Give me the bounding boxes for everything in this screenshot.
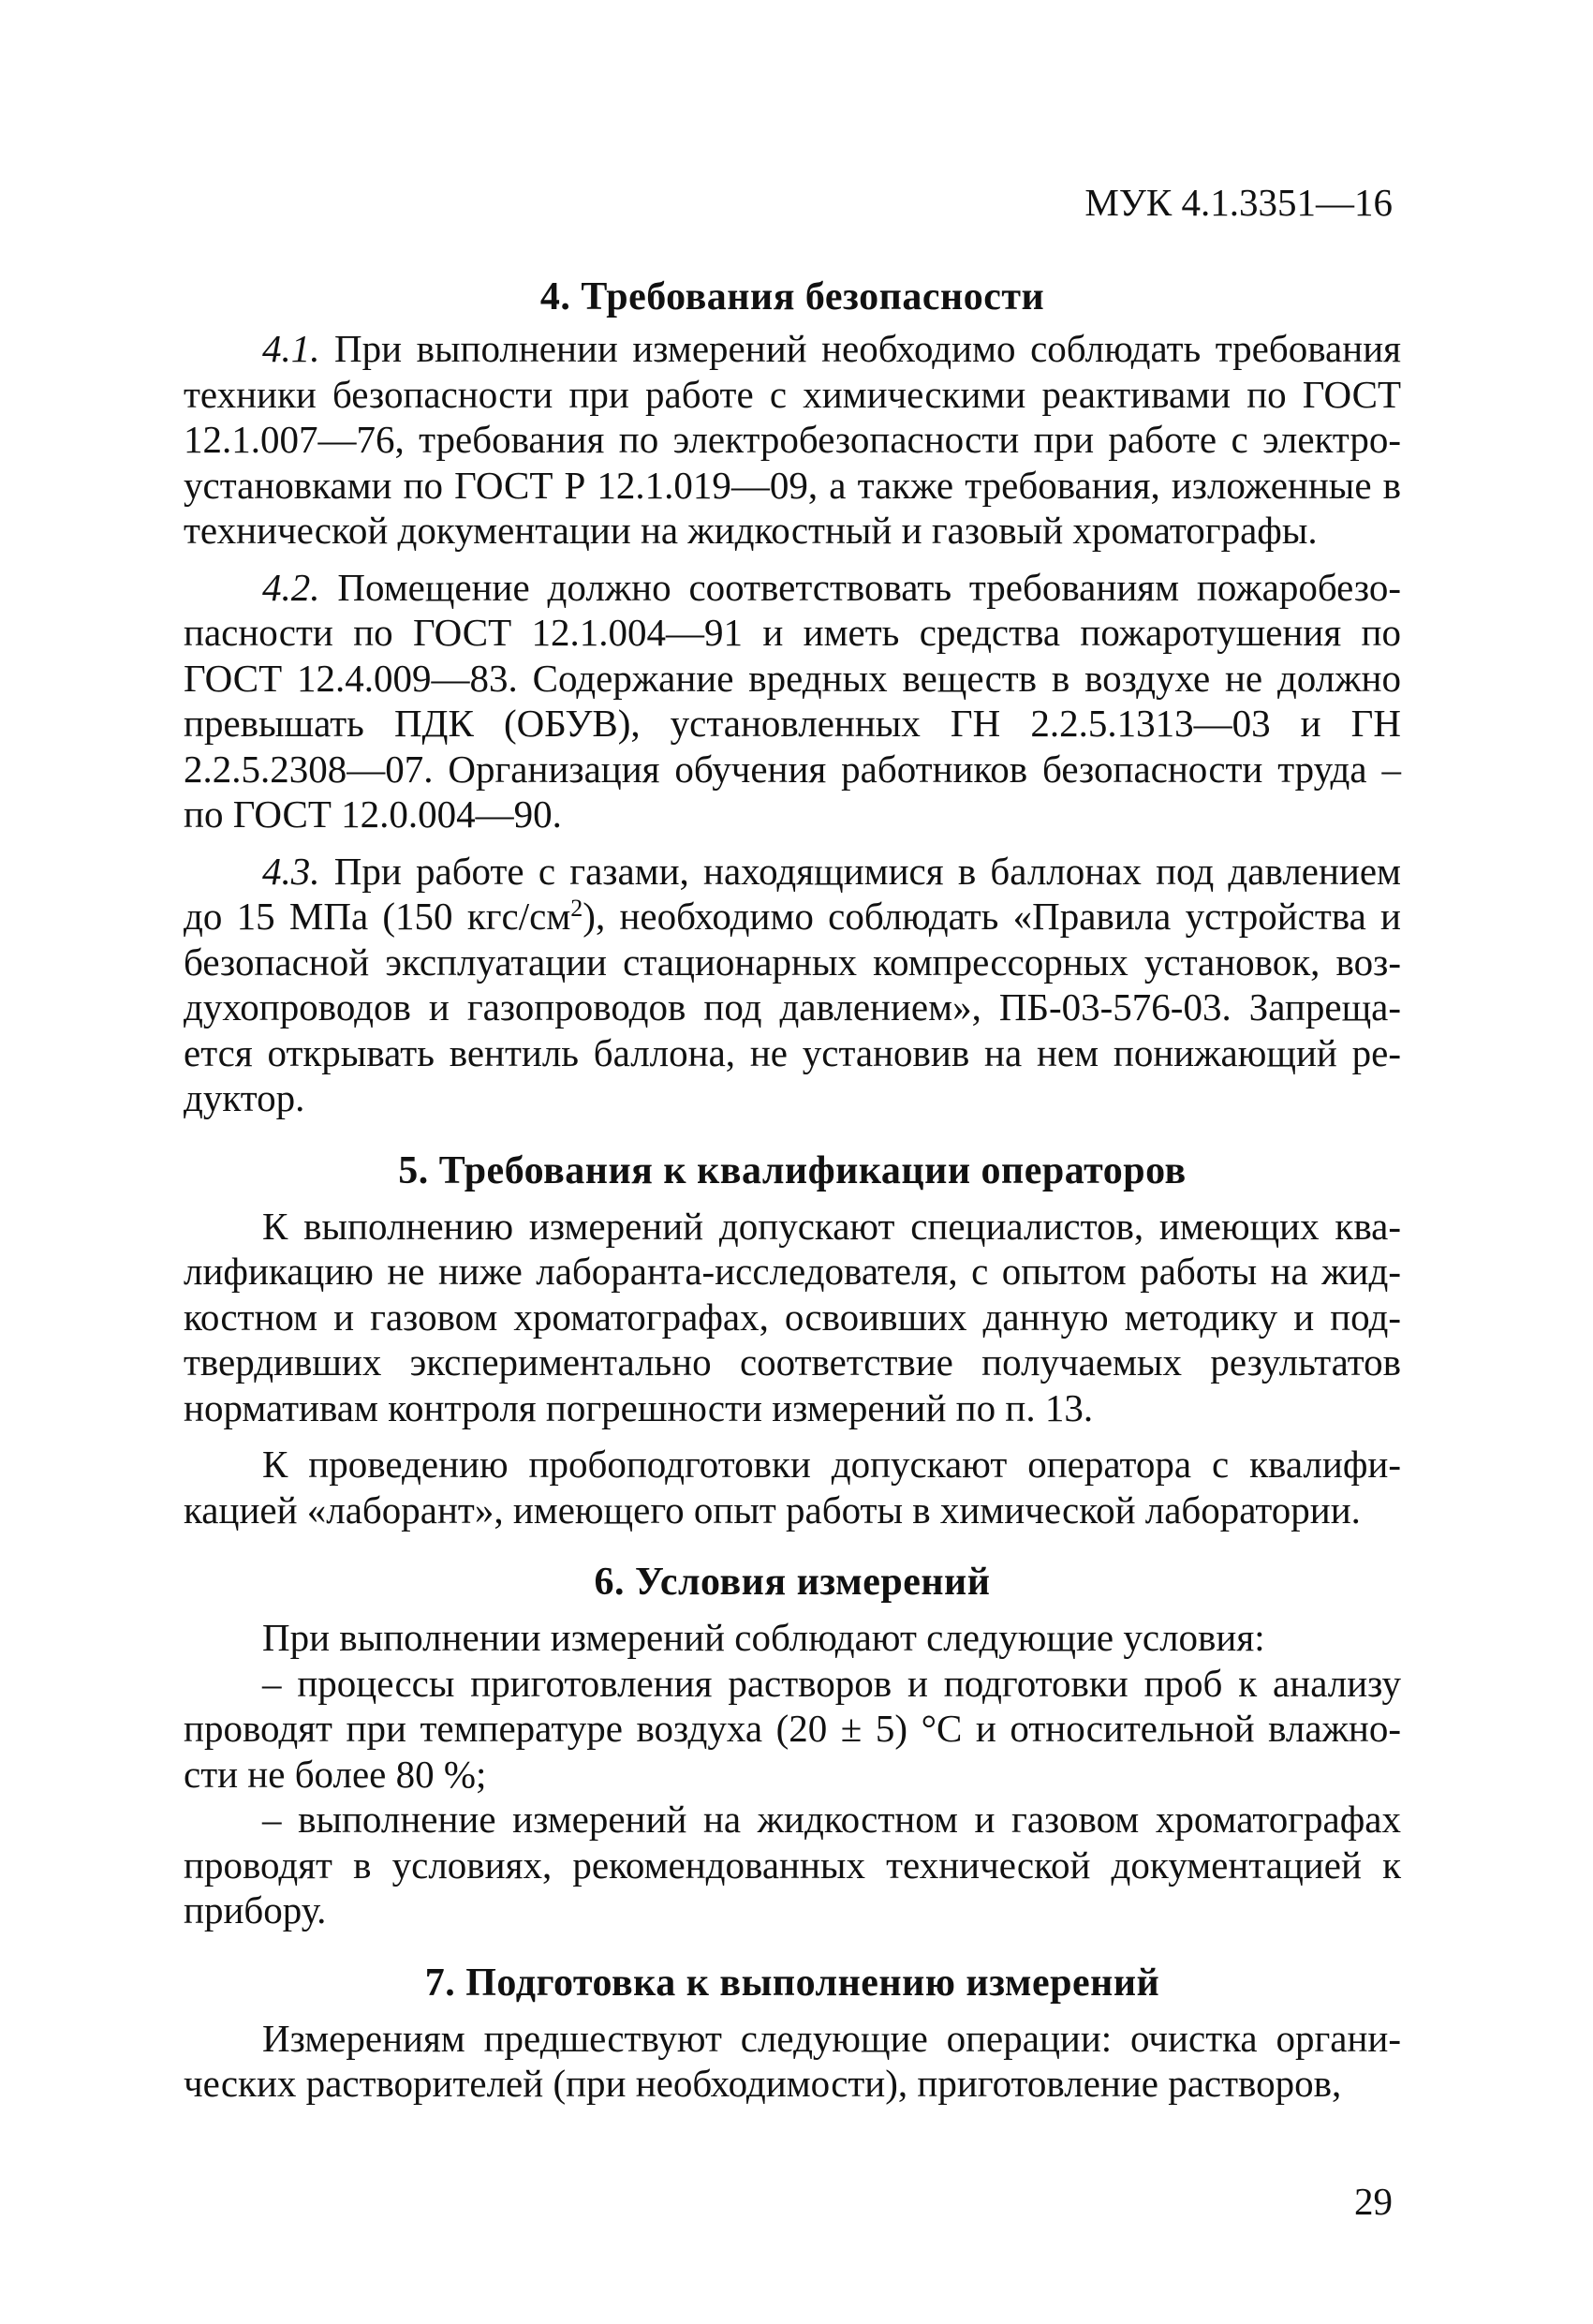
clause-number: 4.3. [262, 849, 320, 893]
paragraph-4-3 [184, 849, 1401, 1121]
document-code: МУК 4.1.3351—16 [1084, 181, 1393, 224]
paragraph-text: Помещение должно соответствовать требованиям пожаробезопасности по ГОСТ 12.1.004—91 и иметь средства пожаротушения по ГОСТ 12.4.009—83. Содержание вредных веществ в воздухе не должно превышать ПДК (ОБУВ), установленных ГН 2.2.5.1313—03 и ГН 2.2.5.2308—07. Организация обучения работников безопасности труда – по ГОСТ 12.0.004—90. [184, 565, 1401, 836]
paragraph-6-1: При выполнении измерений соблюдают следующие условия: [262, 1616, 1265, 1659]
section-5-heading: 5. Требования к квалификации операторов [398, 1148, 1187, 1192]
page-number: 29 [1354, 2180, 1393, 2223]
clause-number: 4.1. [262, 327, 320, 370]
superscript: 2 [570, 895, 583, 922]
document-body [184, 272, 1401, 2107]
paragraph-text: При работе с газами, находящимися в баллонах под давлением до 15 МПа (150 кгс/см [184, 849, 1401, 938]
section-6-heading: 6. Условия измерений [594, 1561, 991, 1604]
paragraph-4-1 [184, 326, 1401, 554]
paragraph-7-1: Измерениям предшествуют следующие операции: очистка органических растворителей (при необходимости), приготовление растворов, [184, 2016, 1401, 2105]
section-4-heading: 4. Требования безопасности [539, 275, 1045, 318]
paragraph-text: При выполнении измерений необходимо соблюдать требования техники безопасности при работе с химическими реактивами по ГОСТ 12.1.007—76, требования по электробезопасности при работе с электроустановками по ГОСТ Р 12.1.019—09, а также требования, изложенные в технической документации на жидкостный и газовый хроматографы. [184, 327, 1401, 552]
paragraph-4-2 [184, 565, 1401, 837]
paragraph-6-2: – процессы приготовления растворов и подготовки проб к анализу проводят при температуре воздуха (20 ± 5) °С и относительной влажности не более 80 %; [184, 1661, 1401, 1796]
paragraph-5-2: К проведению пробоподготовки допускают оператора с квалификацией «лаборант», имеющего опыт работы в химической лаборатории. [184, 1443, 1401, 1532]
paragraph-6-3: – выполнение измерений на жидкостном и газовом хроматографах проводят в условиях, рекомендованных технической документацией к прибору. [184, 1798, 1401, 1932]
section-7-heading: 7. Подготовка к выполнению измерений [424, 1961, 1160, 2005]
paragraph-text: ), необходимо соблюдать «Правила устройства и безопасной эксплуатации стационарных компрессорных установок, воздухопроводов и газопроводов под давлением», ПБ-03-576-03. Запрещается открывать вентиль баллона, не установив на нем понижающий редуктор. [184, 895, 1401, 1119]
paragraph-5-1: К выполнению измерений допускают специалистов, имеющих квалификацию не ниже лаборанта-исследователя, с опытом работы на жидкостном и газовом хроматографах, освоивших данную методику и подтвердивших экспериментально соответствие получаемых результатов нормативам контроля погрешности измерений по п. 13. [184, 1204, 1401, 1429]
clause-number: 4.2. [262, 565, 320, 609]
